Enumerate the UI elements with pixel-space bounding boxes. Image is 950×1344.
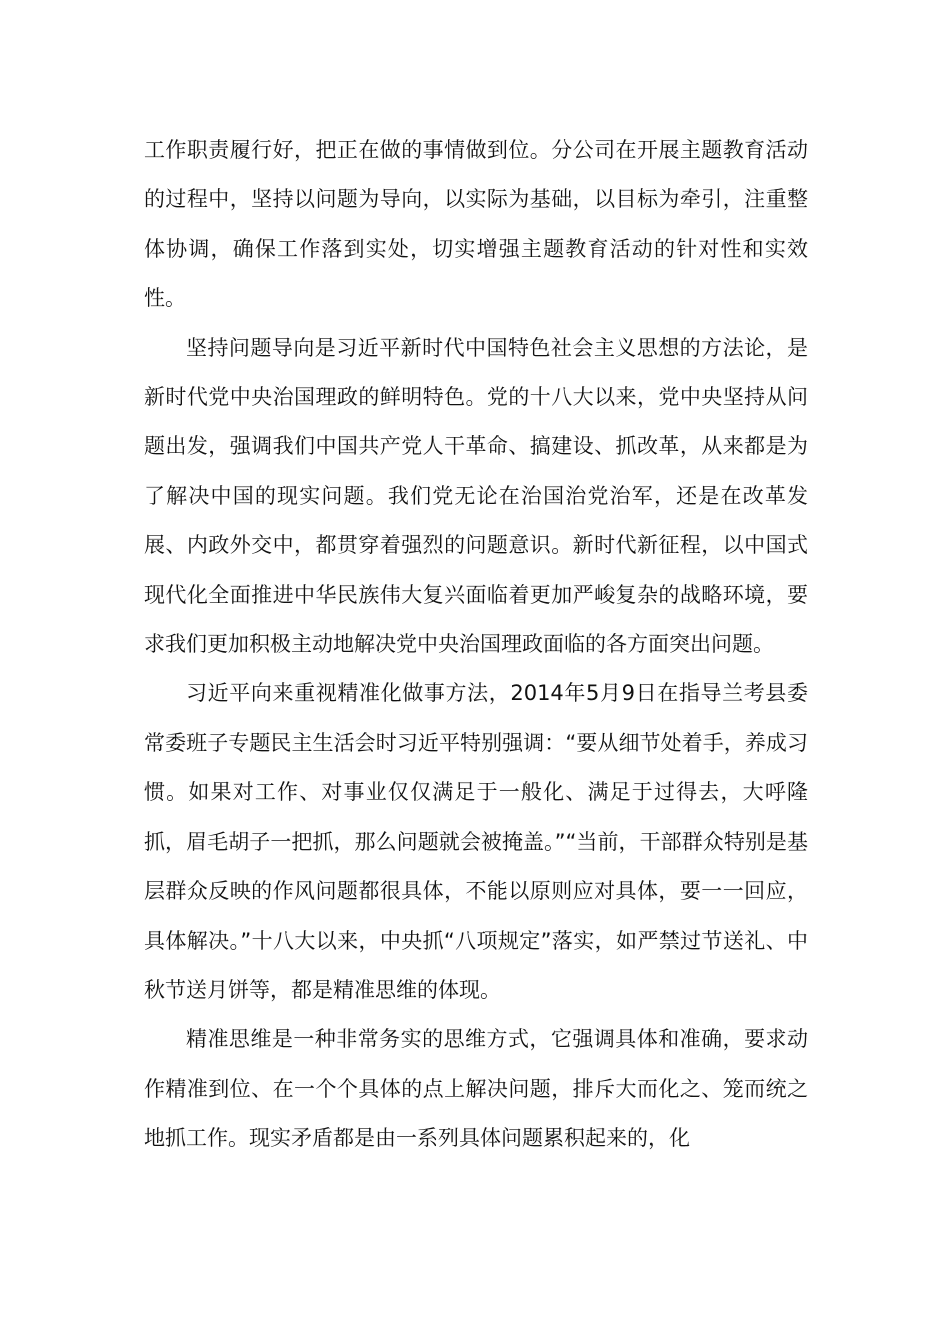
paragraph-3: 习近平向来重视精准化做事方法，2014年5月9日在指导兰考县委常委班子专题民主生活会时习近平特别强调：“要从细节处着手，养成习惯。如果对工作、对事业仅仅满足于一般化、满足于过得去，大呼隆抓，眉毛胡子一把抓，那么问题就会被掩盖。”“当前，干部群众特别是基层群众反映的作风问题都很具体，不能以原则应对具体，要一一回应，具体解决。”十八大以来，中央抓“八项规定”落实，如严禁过节送礼、中秋节送月饼等，都是精准思维的体现。 (144, 681, 808, 1002)
document-body (144, 126, 808, 1164)
paragraph-4: 精准思维是一种非常务实的思维方式，它强调具体和准确，要求动作精准到位、在一个个具体的点上解决问题，排斥大而化之、笼而统之地抓工作。现实矛盾都是由一系列具体问题累积起来的，化 (144, 1027, 808, 1151)
paragraph-2: 坚持问题导向是习近平新时代中国特色社会主义思想的方法论，是新时代党中央治国理政的鲜明特色。党的十八大以来，党中央坚持从问题出发，强调我们中国共产党人干革命、搞建设、抓改革，从来都是为了解决中国的现实问题。我们党无论在治国治党治军，还是在改革发展、内政外交中，都贯穿着强烈的问题意识。新时代新征程，以中国式现代化全面推进中华民族伟大复兴面临着更加严峻复杂的战略环境，要求我们更加积极主动地解决党中央治国理政面临的各方面突出问题。 (144, 335, 808, 657)
paragraph-1: 工作职责履行好，把正在做的事情做到位。分公司在开展主题教育活动的过程中，坚持以问题为导向，以实际为基础，以目标为牵引，注重整体协调，确保工作落到实处，切实增强主题教育活动的针对性和实效性。 (144, 138, 808, 311)
